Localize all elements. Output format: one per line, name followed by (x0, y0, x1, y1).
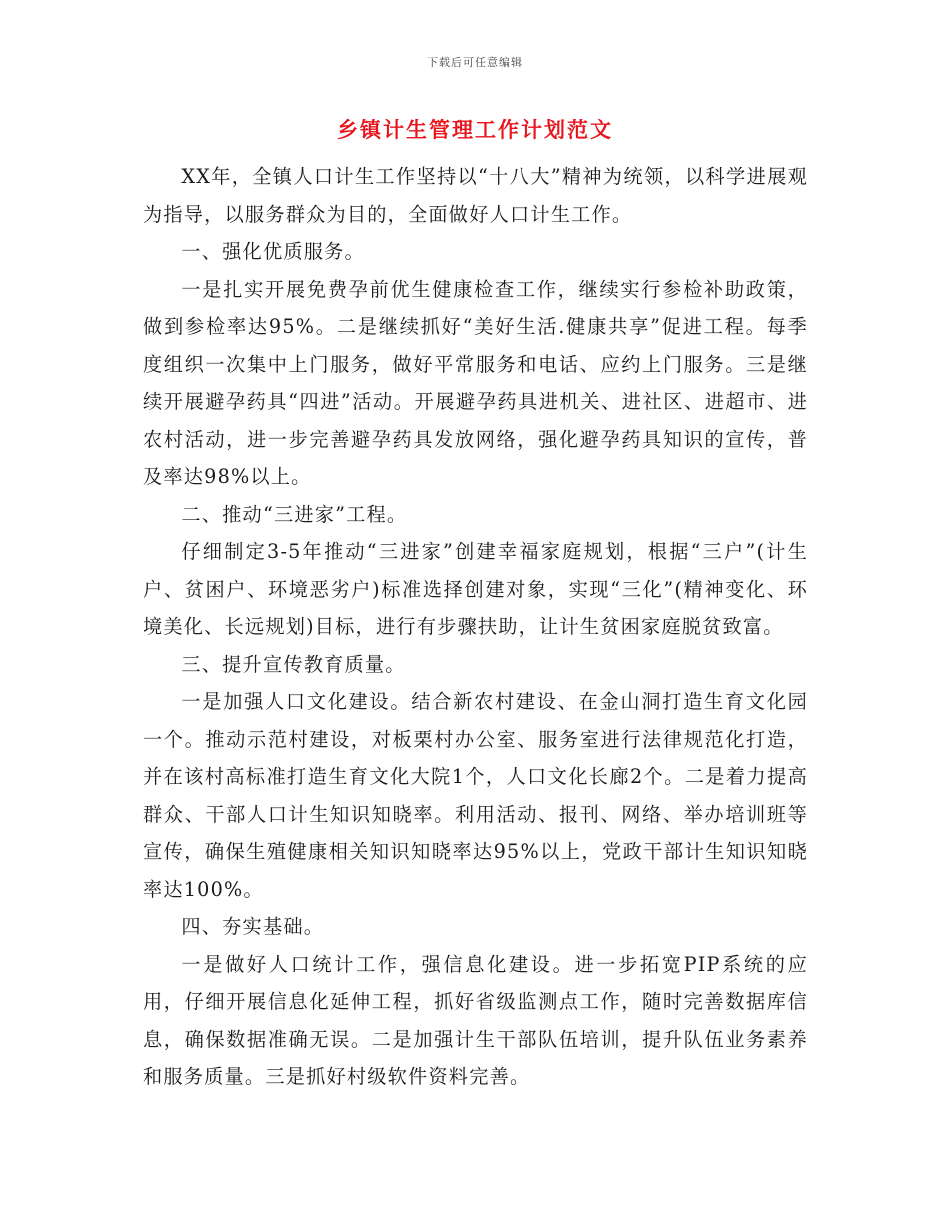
document-body (143, 158, 808, 1096)
section-body-3: 一是加强人口文化建设。结合新农村建设、在金山洞打造生育文化园一个。推动示范村建设，对板栗村办公室、服务室进行法律规范化打造，并在该村高标准打造生育文化大院1个，人口文化长廊2个。二是着力提高群众、干部人口计生知识知晓率。利用活动、报刊、网络、举办培训班等宣传，确保生殖健康相关知识知晓率达95%以上，党政干部计生知识知晓率达100%。 (143, 690, 808, 901)
document-title: 乡镇计生管理工作计划范文 (337, 117, 613, 142)
section-heading-4: 四、夯实基础。 (181, 915, 325, 938)
header-note: 下载后可任意编辑 (427, 56, 523, 69)
intro-paragraph: XX年，全镇人口计生工作坚持以“十八大”精神为统领，以科学进展观为指导，以服务群众为目的，全面做好人口计生工作。 (143, 165, 808, 226)
section-heading-3: 三、提升宣传教育质量。 (181, 652, 406, 676)
section-heading-1: 一、强化优质服务。 (181, 240, 365, 263)
section-body-2: 仔细制定3-5年推动“三进家”创建幸福家庭规划，根据“三户”(计生户、贫困户、环境恶劣户)标准选择创建对象，实现“三化”(精神变化、环境美化、长远规划)目标，进行有步骤扶助，让计生贫困家庭脱贫致富。 (143, 540, 808, 638)
section-body-4: 一是做好人口统计工作，强信息化建设。进一步拓宽PIP系统的应用，仔细开展信息化延伸工程，抓好省级监测点工作，随时完善数据库信息，确保数据准确无误。二是加强计生干部队伍培训，提升队伍业务素养和服务质量。三是抓好村级软件资料完善。 (143, 952, 808, 1088)
section-heading-2: 二、推动“三进家”工程。 (181, 502, 408, 526)
section-body-1: 一是扎实开展免费孕前优生健康检查工作，继续实行参检补助政策，做到参检率达95%。二是继续抓好“美好生活.健康共享”促进工程。每季度组织一次集中上门服务，做好平常服务和电话、应约上门服务。三是继续开展避孕药具“四进”活动。开展避孕药具进机关、进社区、进超市、进农村活动，进一步完善避孕药具发放网络，强化避孕药具知识的宣传，普及率达98%以上。 (143, 277, 808, 488)
